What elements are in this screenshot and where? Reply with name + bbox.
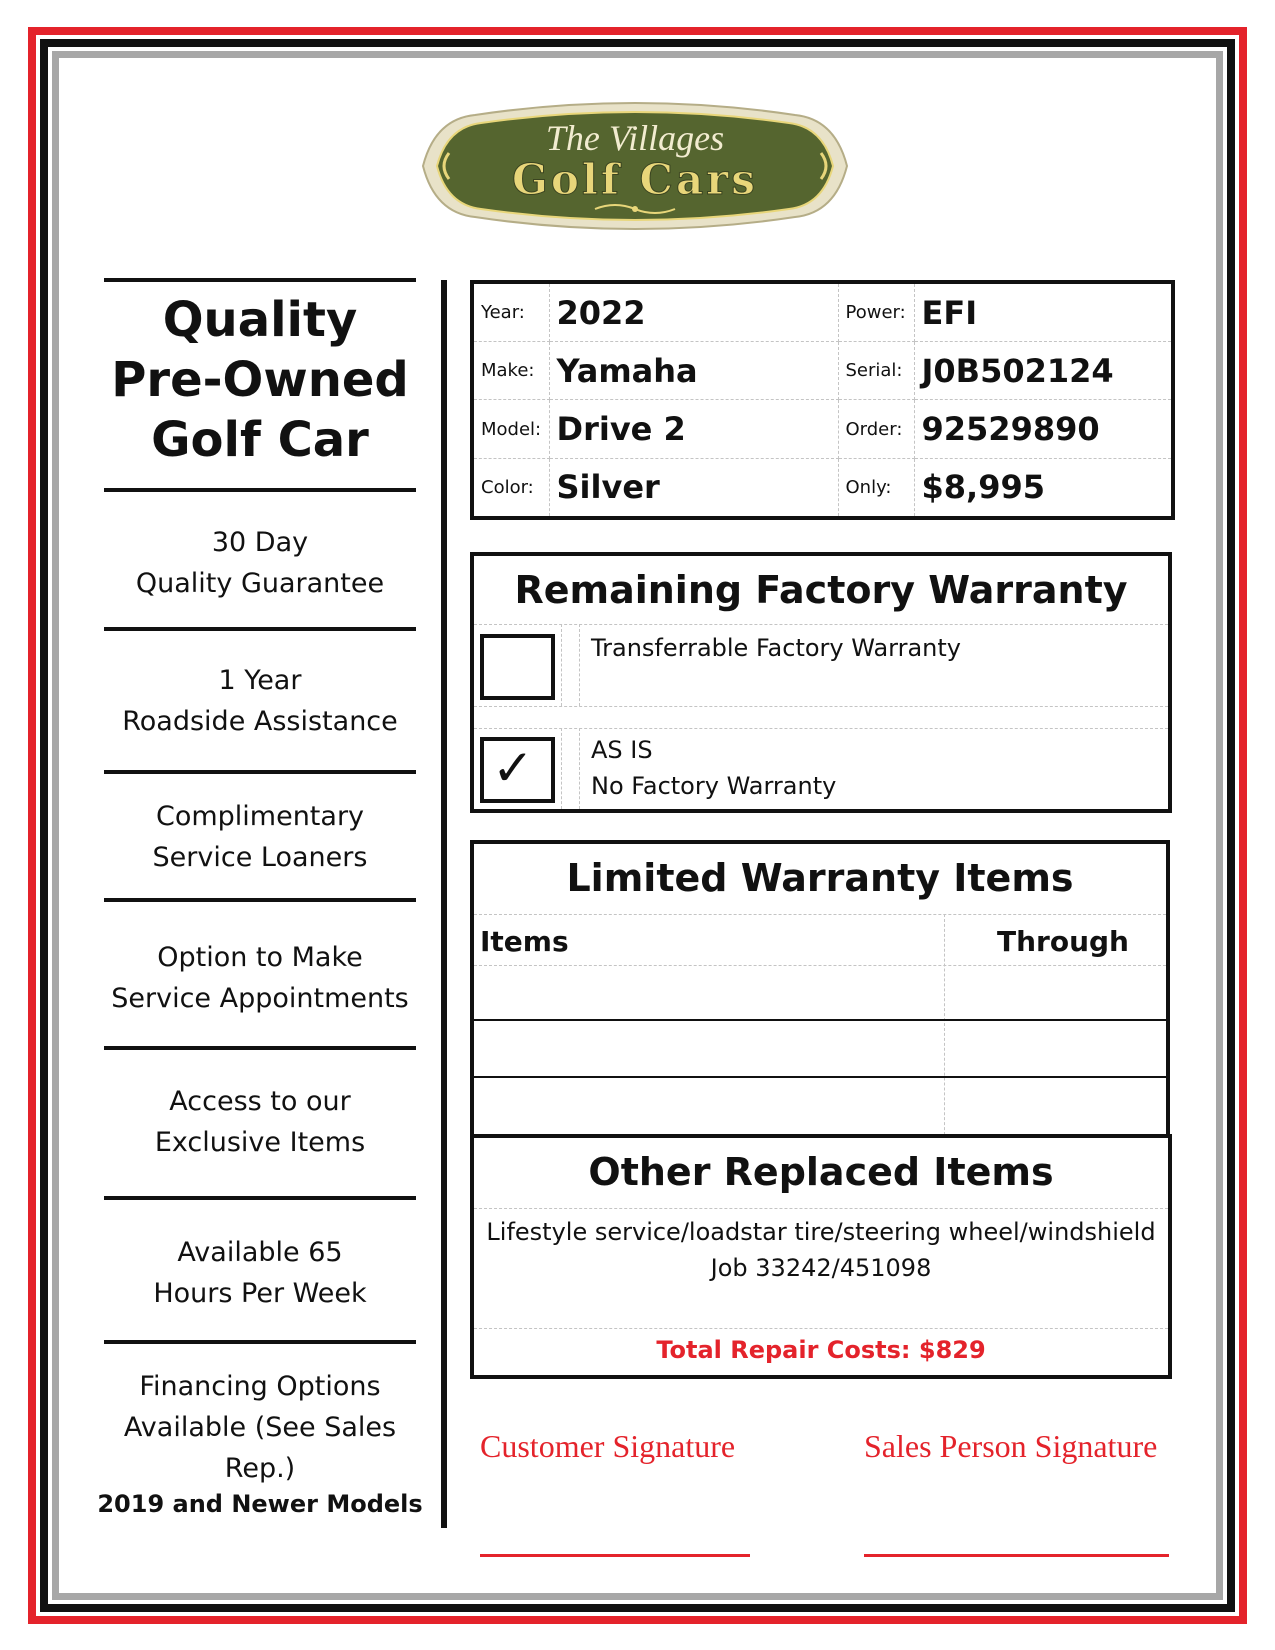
divider bbox=[104, 1340, 416, 1344]
order-label: Order: bbox=[838, 400, 914, 458]
title-line-3: Golf Car bbox=[151, 412, 369, 468]
make-label: Make: bbox=[474, 342, 549, 400]
divider bbox=[104, 278, 416, 282]
table-row bbox=[474, 1076, 1166, 1078]
spec-table bbox=[470, 280, 1175, 520]
customer-signature-line[interactable] bbox=[480, 1554, 750, 1557]
divider bbox=[104, 770, 416, 774]
divider bbox=[104, 488, 416, 492]
items-column-header: Items bbox=[480, 925, 569, 958]
feature-hours: Available 65 Hours Per Week bbox=[153, 1237, 367, 1309]
table-row bbox=[474, 1019, 1166, 1021]
table-row bbox=[474, 284, 1171, 342]
divider bbox=[104, 898, 416, 902]
feature-service-appointments: Option to Make Service Appointments bbox=[111, 942, 409, 1014]
year-label: Year: bbox=[474, 284, 549, 342]
column-divider bbox=[441, 280, 447, 1528]
price-value: $8,995 bbox=[914, 458, 1171, 516]
feature-service-loaners: Complimentary Service Loaners bbox=[152, 801, 368, 873]
table-row bbox=[474, 400, 1171, 458]
table-row bbox=[474, 458, 1171, 516]
feature-exclusive-items: Access to our Exclusive Items bbox=[154, 1086, 366, 1158]
model-label: Model: bbox=[474, 400, 549, 458]
villages-golf-cars-logo bbox=[415, 97, 855, 235]
replaced-items-text: Lifestyle service/loadstar tire/steering wheel/windshield Job 33242/451098 bbox=[486, 1218, 1156, 1282]
color-value: Silver bbox=[549, 458, 838, 516]
svg-text:Golf Cars: Golf Cars bbox=[512, 155, 758, 204]
transferrable-warranty-label: Transferrable Factory Warranty bbox=[591, 634, 961, 662]
year-value: 2022 bbox=[549, 284, 838, 342]
through-column-header: Through bbox=[997, 925, 1129, 958]
checkmark-icon: ✓ bbox=[492, 739, 534, 797]
model-value: Drive 2 bbox=[549, 400, 838, 458]
total-repair-costs: Total Repair Costs: $829 bbox=[656, 1336, 986, 1364]
svg-text:The Villages: The Villages bbox=[545, 118, 725, 158]
other-replaced-box bbox=[470, 1134, 1172, 1379]
feature-financing: Financing Options Available (See Sales Rep.) 2019 and Newer Models bbox=[97, 1371, 423, 1518]
table-row bbox=[474, 342, 1171, 400]
customer-signature-label: Customer Signature bbox=[480, 1428, 736, 1464]
divider bbox=[104, 627, 416, 631]
transferrable-warranty-checkbox[interactable] bbox=[480, 634, 555, 700]
factory-warranty-box bbox=[470, 552, 1172, 813]
serial-value: J0B502124 bbox=[914, 342, 1171, 400]
sales-signature-label: Sales Person Signature bbox=[864, 1428, 1158, 1464]
feature-quality-guarantee: 30 Day Quality Guarantee bbox=[135, 527, 385, 599]
other-replaced-title: Other Replaced Items bbox=[588, 1150, 1054, 1194]
serial-label: Serial: bbox=[838, 342, 914, 400]
page-title bbox=[104, 290, 416, 470]
as-is-label: AS IS No Factory Warranty bbox=[591, 736, 837, 800]
as-is-checkbox[interactable] bbox=[480, 737, 555, 803]
power-value: EFI bbox=[914, 284, 1171, 342]
order-value: 92529890 bbox=[914, 400, 1171, 458]
make-value: Yamaha bbox=[549, 342, 838, 400]
title-line-2: Pre-Owned bbox=[111, 352, 409, 408]
sales-signature-line[interactable] bbox=[864, 1554, 1169, 1557]
color-label: Color: bbox=[474, 458, 549, 516]
feature-roadside-assistance: 1 Year Roadside Assistance bbox=[122, 665, 398, 737]
power-label: Power: bbox=[838, 284, 914, 342]
limited-warranty-box bbox=[470, 840, 1170, 1140]
title-line-1: Quality bbox=[162, 292, 358, 348]
divider bbox=[104, 1196, 416, 1200]
limited-warranty-title: Limited Warranty Items bbox=[566, 856, 1074, 900]
divider bbox=[104, 1046, 416, 1050]
factory-warranty-title: Remaining Factory Warranty bbox=[514, 568, 1128, 612]
price-label: Only: bbox=[838, 458, 914, 516]
